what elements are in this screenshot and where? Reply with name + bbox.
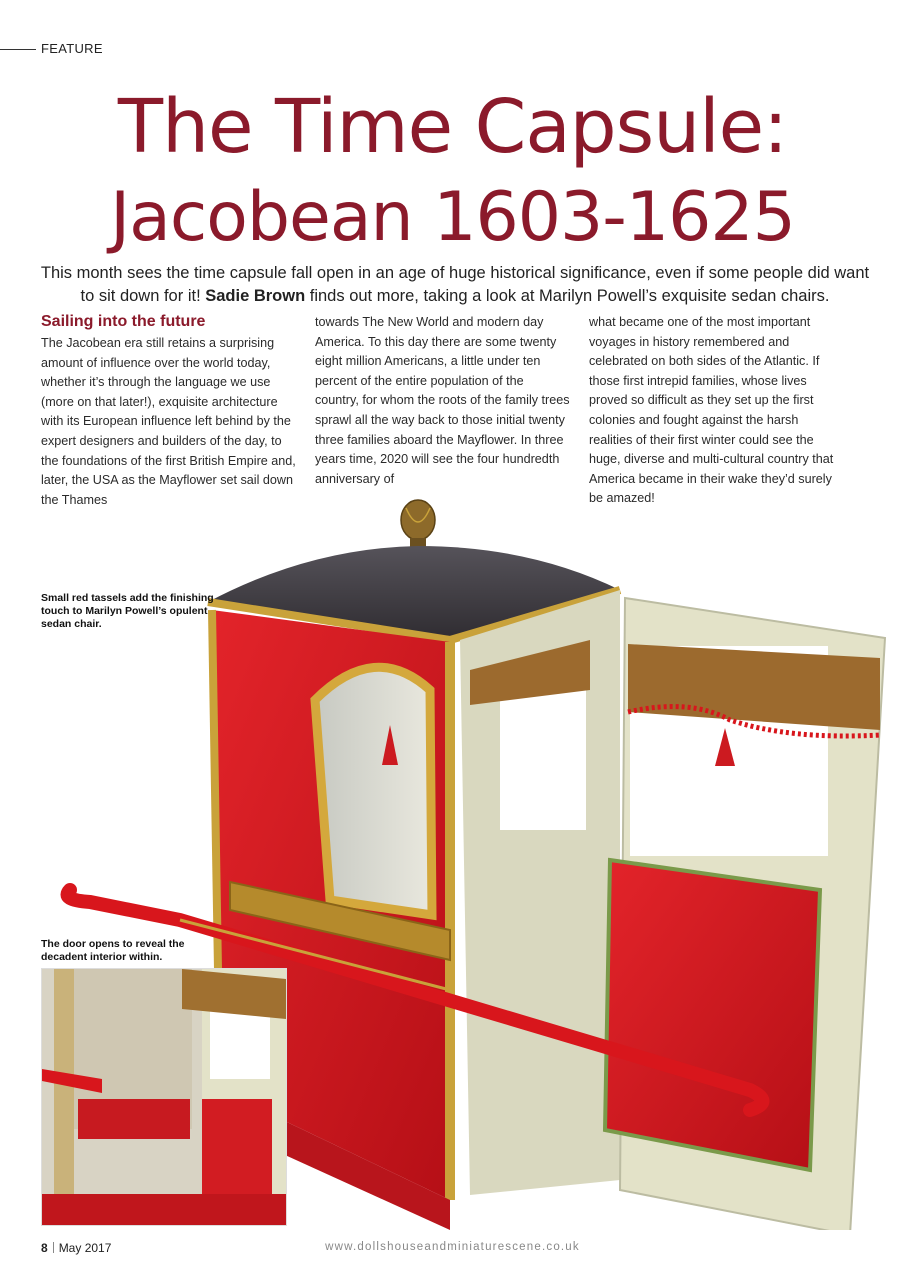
article-subhead: Sailing into the future: [41, 313, 206, 330]
section-label: FEATURE: [41, 41, 103, 56]
section-rule: [0, 49, 36, 50]
title-line-2: Jacobean 1603-1625: [110, 178, 795, 257]
footer-url: www.dollshouseandminiaturescene.co.uk: [325, 1241, 580, 1253]
article-column-1: The Jacobean era still retains a surprising amount of influence over the world today, whether it’s through the language we use (more on that later!), exquisite architecture with its European influence left behind by the expert designers and builders of the day, to the foundations of the first British Empire and, later, the USA as the Mayflower set sail down the Thames: [41, 336, 296, 507]
caption-door: The door opens to reveal the decadent interior within.: [41, 938, 185, 963]
page-number: 8: [41, 1241, 48, 1255]
standfirst-text: This month sees the time capsule fall open in an age of huge historical significance, even if some people did want to sit down for it!: [40, 264, 870, 305]
title-line-1: The Time Capsule:: [117, 84, 788, 170]
interior-photo: [42, 969, 286, 1225]
caption-tassels: Small red tassels add the finishing touch to Marilyn Powell’s opulent sedan chair.: [41, 592, 214, 630]
author-name: Sadie Brown: [205, 287, 306, 305]
standfirst: [40, 262, 870, 308]
inset-photo-frame: [41, 968, 287, 1226]
article-column-2: towards The New World and modern day America. To this day there are some twenty eight million Americans, a little under ten percent of the entire population of the country, for whom the roots of the family trees sprawl all the way back to those initial twenty three families aboard the Mayflower. In three years time, 2020 will see the four hundredth anniversary of: [315, 315, 570, 486]
standfirst-text-end: finds out more, taking a look at Marilyn Powell’s exquisite sedan chairs.: [305, 287, 830, 305]
article-column-3: what became one of the most important voyages in history remembered and celebrated on both sides of the Atlantic. If those first intrepid families, whose lives proved so difficult as they set up the first colonies and fought against the harsh realities of their first winter could see the huge, diverse and multi-cultural country that America became in their wake they’d surely be amazed!: [589, 315, 834, 506]
issue-date: May 2017: [58, 1241, 112, 1255]
